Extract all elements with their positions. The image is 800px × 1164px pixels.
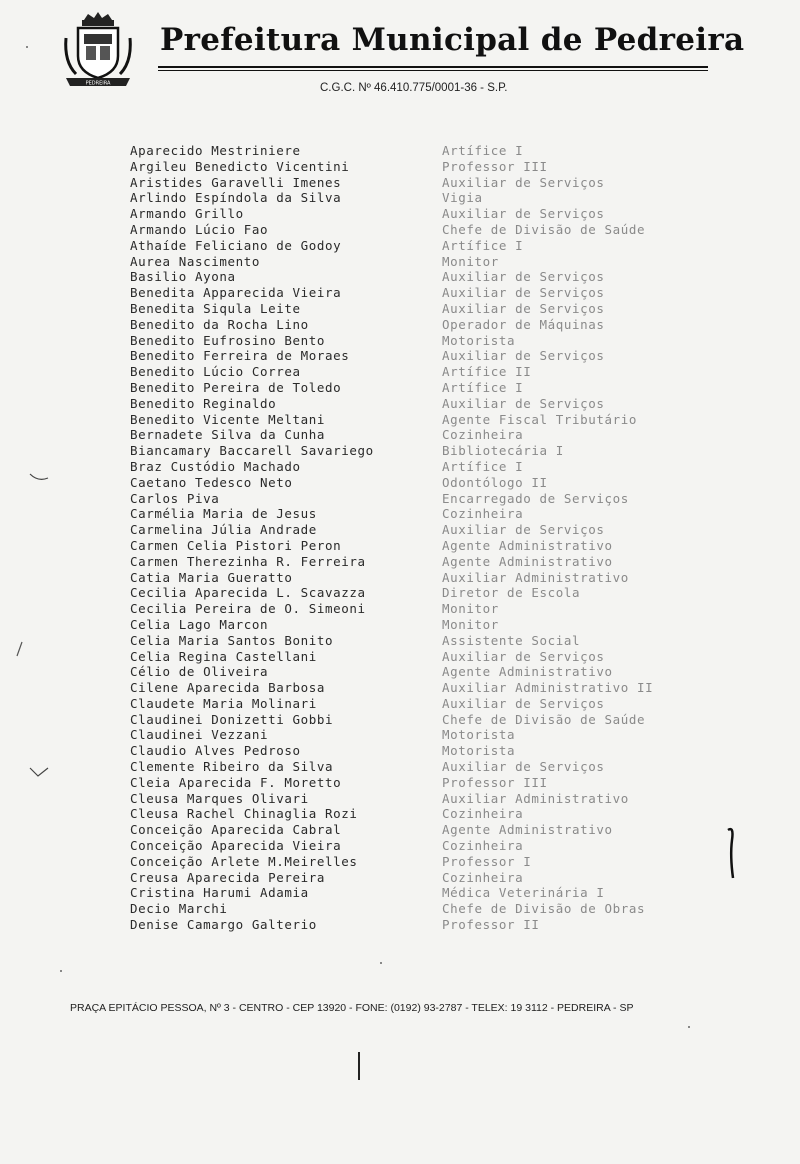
scan-speck [26, 46, 28, 48]
employee-role: Auxiliar de Serviços [442, 300, 605, 316]
employee-name: Bernadete Silva da Cunha [130, 427, 326, 443]
employee-row [130, 396, 750, 412]
employee-name: Celia Regina Castellani [130, 648, 317, 664]
employee-name: Benedita Apparecida Vieira [130, 285, 342, 301]
employee-name: Denise Camargo Galterio [130, 917, 317, 933]
employee-name: Carmen Therezinha R. Ferreira [130, 553, 366, 569]
employee-role: Médica Veterinária I [442, 885, 605, 901]
employee-name: Cleia Aparecida F. Moretto [130, 774, 342, 790]
employee-row [130, 206, 750, 222]
employee-row [130, 143, 750, 159]
employee-name: Decio Marchi [130, 901, 228, 917]
employee-row [130, 743, 750, 759]
employee-row [130, 680, 750, 696]
employee-role: Monitor [442, 253, 499, 269]
employee-role: Auxiliar de Serviços [442, 522, 605, 538]
employee-name: Cecilia Aparecida L. Scavazza [130, 585, 366, 601]
employee-row [130, 412, 750, 428]
employee-row [130, 459, 750, 475]
employee-row [130, 175, 750, 191]
employee-row [130, 664, 750, 680]
header-rule [158, 66, 708, 68]
employee-name: Benedito Ferreira de Moraes [130, 348, 350, 364]
employee-role: Chefe de Divisão de Saúde [442, 221, 646, 237]
employee-name: Carmelina Júlia Andrade [130, 522, 317, 538]
employee-name: Benedita Siqula Leite [130, 300, 301, 316]
cgc-number: C.G.C. Nº 46.410.775/0001-36 - S.P. [320, 82, 508, 94]
employee-role: Agente Administrativo [442, 664, 613, 680]
employee-name: Carmélia Maria de Jesus [130, 506, 317, 522]
employee-name: Conceição Aparecida Cabral [130, 822, 342, 838]
employee-row [130, 317, 750, 333]
employee-row [130, 570, 750, 586]
scan-speck [688, 1026, 690, 1028]
scan-mark [358, 1052, 360, 1080]
employee-role: Auxiliar de Serviços [442, 395, 605, 411]
employee-row [130, 254, 750, 270]
employee-name: Benedito da Rocha Lino [130, 316, 309, 332]
employee-role: Motorista [442, 743, 516, 759]
employee-row [130, 443, 750, 459]
employee-role: Professor III [442, 158, 548, 174]
employee-name: Caetano Tedesco Neto [130, 474, 293, 490]
employee-role: Artífice I [442, 143, 524, 158]
employee-role: Auxiliar de Serviços [442, 759, 605, 775]
employee-row [130, 601, 750, 617]
employee-row [130, 538, 750, 554]
employee-row [130, 269, 750, 285]
employee-role: Chefe de Divisão de Saúde [442, 711, 646, 727]
employee-role: Auxiliar Administrativo [442, 790, 629, 806]
employee-name: Braz Custódio Machado [130, 458, 301, 474]
employee-role: Agente Administrativo [442, 822, 613, 838]
employee-name: Aparecido Mestriniere [130, 143, 301, 158]
employee-role: Diretor de Escola [442, 585, 581, 601]
employee-role: Professor II [442, 917, 540, 933]
employee-role: Bibliotecária I [442, 443, 564, 459]
employee-role: Auxiliar de Serviços [442, 206, 605, 222]
employee-role: Auxiliar de Serviços [442, 648, 605, 664]
employee-row [130, 285, 750, 301]
employee-row [130, 617, 750, 633]
employee-row [130, 822, 750, 838]
footer-address: PRAÇA EPITÁCIO PESSOA, Nº 3 - CENTRO - CEP 13920 - FONE: (0192) 93-2787 - TELEX: 19 3112 - PEDREIRA - SP [70, 1002, 634, 1014]
employee-role: Agente Administrativo [442, 537, 613, 553]
employee-name: Célio de Oliveira [130, 664, 269, 680]
employee-name: Benedito Reginaldo [130, 395, 277, 411]
employee-name: Cleusa Marques Olivari [130, 790, 309, 806]
employee-role: Motorista [442, 332, 516, 348]
employee-role: Cozinheira [442, 427, 524, 443]
employee-role: Cozinheira [442, 838, 524, 854]
employee-row [130, 633, 750, 649]
employee-role: Auxiliar de Serviços [442, 174, 605, 190]
employee-role: Auxiliar de Serviços [442, 285, 605, 301]
employee-name: Benedito Vicente Meltani [130, 411, 326, 427]
employee-name: Creusa Aparecida Pereira [130, 869, 326, 885]
employee-row [130, 727, 750, 743]
employee-row [130, 554, 750, 570]
employee-row [130, 901, 750, 917]
employee-role: Odontólogo II [442, 474, 548, 490]
employee-name: Conceição Arlete M.Meirelles [130, 853, 358, 869]
employee-role: Auxiliar de Serviços [442, 269, 605, 285]
page-title: Prefeitura Municipal de Pedreira [160, 22, 745, 58]
employee-role: Artífice I [442, 458, 524, 474]
employee-role: Assistente Social [442, 632, 581, 648]
pen-stroke-mark [722, 826, 738, 882]
employee-role: Cozinheira [442, 869, 524, 885]
employee-row [130, 791, 750, 807]
employee-name: Clemente Ribeiro da Silva [130, 759, 334, 775]
employee-name: Carmen Celia Pistori Peron [130, 537, 342, 553]
employee-row [130, 806, 750, 822]
employee-row [130, 222, 750, 238]
employee-role: Operador de Máquinas [442, 316, 605, 332]
employee-row [130, 475, 750, 491]
employee-row [130, 159, 750, 175]
scan-mark [28, 764, 52, 780]
employee-name: Claudete Maria Molinari [130, 695, 317, 711]
scan-speck [60, 970, 62, 972]
employee-name: Aristides Garavelli Imenes [130, 174, 342, 190]
employee-list [130, 143, 750, 933]
scan-mark [28, 470, 52, 486]
employee-name: Benedito Pereira de Toledo [130, 379, 342, 395]
employee-name: Claudio Alves Pedroso [130, 743, 301, 759]
employee-row [130, 427, 750, 443]
employee-name: Aurea Nascimento [130, 253, 261, 269]
employee-role: Artífice I [442, 237, 524, 253]
employee-role: Auxiliar Administrativo [442, 569, 629, 585]
employee-row [130, 917, 750, 933]
employee-role: Encarregado de Serviços [442, 490, 629, 506]
employee-row [130, 585, 750, 601]
employee-row [130, 696, 750, 712]
employee-row [130, 649, 750, 665]
employee-name: Armando Lúcio Fao [130, 221, 269, 237]
employee-name: Cilene Aparecida Barbosa [130, 680, 326, 696]
employee-name: Biancamary Baccarell Savariego [130, 443, 374, 459]
employee-row [130, 522, 750, 538]
employee-role: Cozinheira [442, 506, 524, 522]
employee-name: Cecilia Pereira de O. Simeoni [130, 601, 366, 617]
employee-name: Argileu Benedicto Vicentini [130, 158, 350, 174]
employee-name: Arlindo Espíndola da Silva [130, 190, 342, 206]
employee-name: Basilio Ayona [130, 269, 236, 285]
employee-role: Professor III [442, 774, 548, 790]
employee-row [130, 333, 750, 349]
employee-row [130, 870, 750, 886]
municipal-coat-of-arms-icon [62, 12, 134, 92]
employee-row [130, 238, 750, 254]
employee-role: Cozinheira [442, 806, 524, 822]
employee-row [130, 190, 750, 206]
employee-row [130, 506, 750, 522]
employee-row [130, 364, 750, 380]
employee-name: Athaíde Feliciano de Godoy [130, 237, 342, 253]
employee-role: Monitor [442, 616, 499, 632]
employee-role: Artífice II [442, 364, 532, 380]
employee-role: Vigia [442, 190, 483, 206]
employee-name: Celia Lago Marcon [130, 616, 269, 632]
employee-row [130, 301, 750, 317]
employee-name: Cleusa Rachel Chinaglia Rozi [130, 806, 358, 822]
employee-role: Professor I [442, 853, 532, 869]
employee-name: Claudinei Donizetti Gobbi [130, 711, 334, 727]
svg-text:PEDREIRA: PEDREIRA [85, 80, 111, 87]
employee-role: Auxiliar de Serviços [442, 695, 605, 711]
employee-role: Auxiliar Administrativo II [442, 680, 654, 696]
employee-name: Benedito Eufrosino Bento [130, 332, 326, 348]
employee-role: Artífice I [442, 379, 524, 395]
employee-role: Motorista [442, 727, 516, 743]
employee-row [130, 491, 750, 507]
employee-name: Celia Maria Santos Bonito [130, 632, 334, 648]
employee-row [130, 348, 750, 364]
employee-name: Conceição Aparecida Vieira [130, 838, 342, 854]
employee-name: Cristina Harumi Adamia [130, 885, 309, 901]
employee-name: Benedito Lúcio Correa [130, 364, 301, 380]
employee-role: Monitor [442, 601, 499, 617]
employee-name: Catia Maria Gueratto [130, 569, 293, 585]
header-rule-thin [158, 70, 708, 71]
employee-row [130, 838, 750, 854]
scan-speck [380, 962, 382, 964]
employee-row [130, 854, 750, 870]
employee-row [130, 759, 750, 775]
employee-name: Armando Grillo [130, 206, 244, 222]
employee-row [130, 712, 750, 728]
employee-name: Carlos Piva [130, 490, 220, 506]
employee-role: Agente Administrativo [442, 553, 613, 569]
scan-mark [14, 640, 26, 660]
employee-role: Auxiliar de Serviços [442, 348, 605, 364]
employee-name: Claudinei Vezzani [130, 727, 269, 743]
employee-row [130, 885, 750, 901]
employee-row [130, 775, 750, 791]
employee-row [130, 380, 750, 396]
employee-role: Agente Fiscal Tributário [442, 411, 638, 427]
employee-role: Chefe de Divisão de Obras [442, 901, 646, 917]
